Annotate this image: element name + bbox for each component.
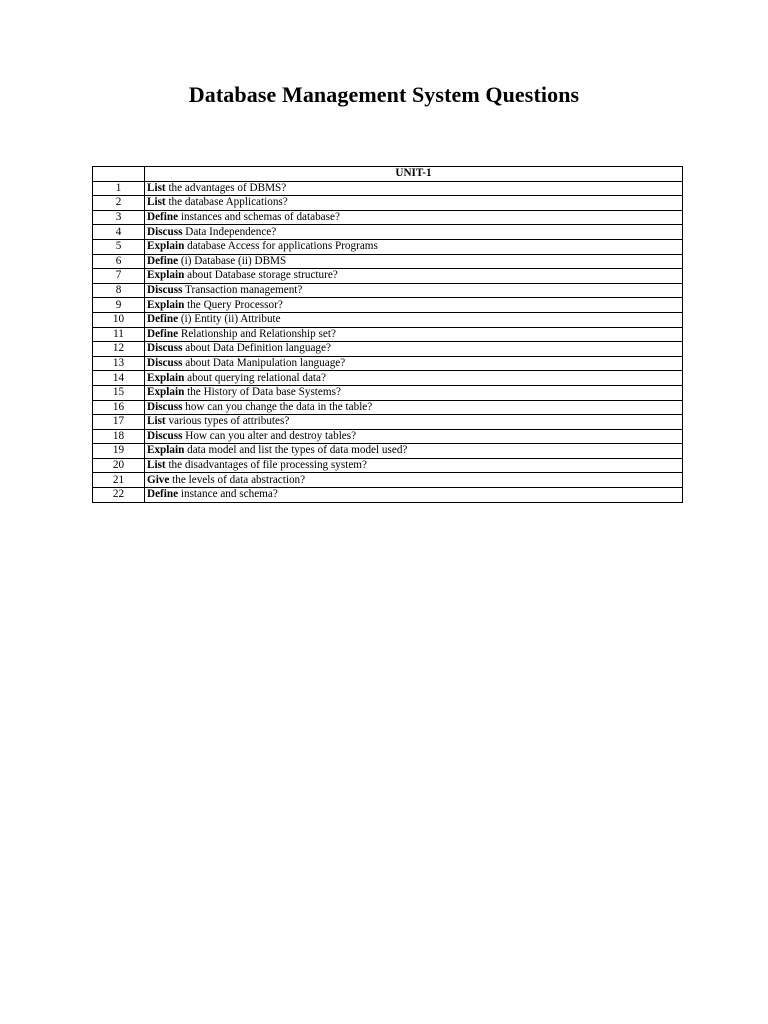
question-number: 9	[93, 298, 145, 313]
question-text-cell	[145, 181, 683, 196]
table-row	[93, 196, 683, 211]
question-verb: Explain	[147, 298, 185, 311]
table-row	[93, 371, 683, 386]
question-text-cell	[145, 283, 683, 298]
question-text: how can you change the data in the table?	[182, 400, 373, 413]
question-verb: Explain	[147, 269, 185, 282]
table-row	[93, 385, 683, 400]
question-verb: Explain	[147, 444, 185, 457]
question-number: 8	[93, 283, 145, 298]
table-row	[93, 181, 683, 196]
table-row	[93, 458, 683, 473]
question-text-cell	[145, 298, 683, 313]
question-text-cell	[145, 458, 683, 473]
question-verb: Define	[147, 327, 179, 340]
question-verb: Define	[147, 313, 179, 326]
question-text-cell	[145, 371, 683, 386]
question-text: database Access for applications Programs	[184, 240, 378, 253]
question-text-cell	[145, 342, 683, 357]
question-number: 13	[93, 356, 145, 371]
unit-header: UNIT-1	[145, 167, 683, 182]
table-row	[93, 488, 683, 503]
question-verb: Explain	[147, 386, 185, 399]
question-text-cell	[145, 225, 683, 240]
question-text: instances and schemas of database?	[178, 210, 340, 223]
question-verb: List	[147, 459, 166, 472]
question-text: the History of Data base Systems?	[184, 386, 341, 399]
question-number: 20	[93, 458, 145, 473]
question-text: about Database storage structure?	[184, 269, 338, 282]
question-text: (i) Database (ii) DBMS	[178, 254, 287, 267]
question-number: 10	[93, 312, 145, 327]
question-text-cell	[145, 415, 683, 430]
table-row	[93, 473, 683, 488]
question-text: Transaction management?	[182, 283, 303, 296]
header-number-cell	[93, 167, 145, 182]
question-verb: Discuss	[147, 429, 183, 442]
question-number: 7	[93, 269, 145, 284]
question-text: various types of attributes?	[165, 415, 290, 428]
table-row	[93, 415, 683, 430]
question-number: 16	[93, 400, 145, 415]
questions-table	[92, 166, 683, 503]
question-text: Data Independence?	[182, 225, 277, 238]
question-text-cell	[145, 429, 683, 444]
question-text: instance and schema?	[178, 488, 278, 501]
question-verb: Define	[147, 210, 179, 223]
question-text-cell	[145, 444, 683, 459]
question-number: 2	[93, 196, 145, 211]
question-verb: Discuss	[147, 356, 183, 369]
question-text-cell	[145, 269, 683, 284]
question-text-cell	[145, 400, 683, 415]
table-row	[93, 327, 683, 342]
question-text-cell	[145, 254, 683, 269]
question-verb: List	[147, 415, 166, 428]
question-number: 17	[93, 415, 145, 430]
question-number: 14	[93, 371, 145, 386]
table-row	[93, 210, 683, 225]
question-text-cell	[145, 488, 683, 503]
page-title: Database Management System Questions	[188, 82, 580, 107]
question-number: 1	[93, 181, 145, 196]
question-number: 3	[93, 210, 145, 225]
question-number: 15	[93, 385, 145, 400]
question-verb: List	[147, 181, 166, 194]
question-text: the advantages of DBMS?	[165, 181, 287, 194]
table-row	[93, 254, 683, 269]
question-text-cell	[145, 210, 683, 225]
question-rows	[93, 181, 683, 502]
question-text: the levels of data abstraction?	[169, 473, 306, 486]
table-row	[93, 400, 683, 415]
question-number: 22	[93, 488, 145, 503]
question-text-cell	[145, 312, 683, 327]
question-verb: List	[147, 196, 166, 209]
question-number: 21	[93, 473, 145, 488]
table-row	[93, 429, 683, 444]
question-text: about Data Definition language?	[182, 342, 331, 355]
question-verb: Discuss	[147, 225, 183, 238]
question-text: Relationship and Relationship set?	[178, 327, 336, 340]
table-row	[93, 298, 683, 313]
question-text-cell	[145, 327, 683, 342]
question-verb: Discuss	[147, 342, 183, 355]
question-verb: Define	[147, 488, 179, 501]
question-text-cell	[145, 385, 683, 400]
table-row	[93, 269, 683, 284]
question-text: the Query Processor?	[184, 298, 283, 311]
table-row	[93, 312, 683, 327]
question-number: 19	[93, 444, 145, 459]
question-text: the disadvantages of file processing system?	[165, 459, 367, 472]
question-number: 5	[93, 239, 145, 254]
table-row	[93, 356, 683, 371]
question-verb: Explain	[147, 371, 185, 384]
question-text: about querying relational data?	[184, 371, 326, 384]
question-verb: Explain	[147, 240, 185, 253]
table-row	[93, 444, 683, 459]
question-verb: Discuss	[147, 400, 183, 413]
question-text-cell	[145, 239, 683, 254]
question-text-cell	[145, 196, 683, 211]
question-verb: Define	[147, 254, 179, 267]
table-row	[93, 283, 683, 298]
question-number: 4	[93, 225, 145, 240]
table-header-row	[93, 167, 683, 182]
question-verb: Discuss	[147, 283, 183, 296]
question-number: 18	[93, 429, 145, 444]
question-text-cell	[145, 356, 683, 371]
question-number: 12	[93, 342, 145, 357]
question-text: (i) Entity (ii) Attribute	[178, 313, 281, 326]
question-text: the database Applications?	[165, 196, 288, 209]
question-text: How can you alter and destroy tables?	[182, 429, 357, 442]
question-number: 11	[93, 327, 145, 342]
table-row	[93, 239, 683, 254]
question-text: data model and list the types of data model used?	[184, 444, 408, 457]
question-verb: Give	[147, 473, 170, 486]
table-row	[93, 342, 683, 357]
question-number: 6	[93, 254, 145, 269]
question-text: about Data Manipulation language?	[182, 356, 346, 369]
question-text-cell	[145, 473, 683, 488]
table-row	[93, 225, 683, 240]
